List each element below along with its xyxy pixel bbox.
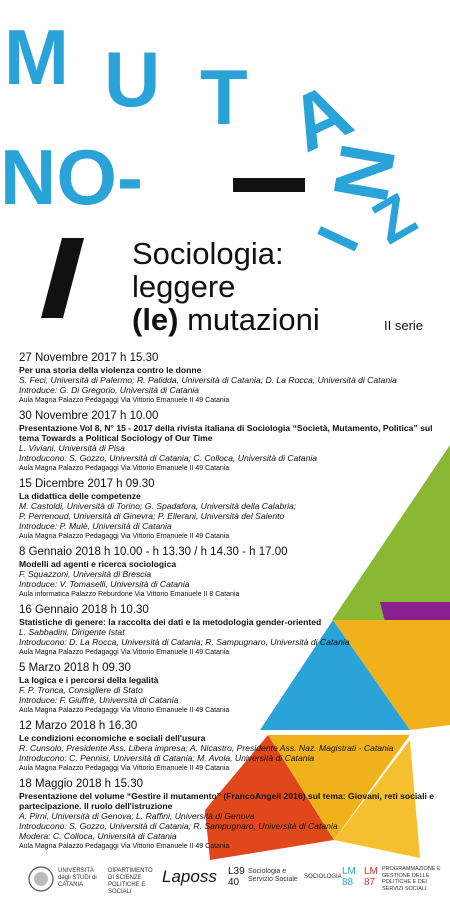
lm87-code: LM 87 <box>364 866 378 888</box>
event-date: 27 Novembre 2017 h 15.30 <box>19 352 159 364</box>
event-date: 15 Dicembre 2017 h 09.30 <box>19 478 155 490</box>
event-speakers: F. Squazzoni, Università di Brescia <box>19 569 152 579</box>
title-line-1: Sociologia: <box>132 236 284 271</box>
big-letter-t: T <box>200 53 248 141</box>
event-venue: Aula Magna Palazzo Pedagaggi Via Vittorio Emanuele II 49 Catania <box>19 707 230 714</box>
event-venue: Aula Magna Palazzo Pedagaggi Via Vittorio Emanuele II 49 Catania <box>19 465 230 472</box>
event-venue: Aula Magna Palazzo Pedagaggi Via Vittorio Emanuele II 49 Catania <box>19 397 230 404</box>
unict-logo-text: UNIVERSITÀ degli STUDI di CATANIA <box>58 868 97 888</box>
event-venue: Aula Magna Palazzo Pedagaggi Via Vittorio Emanuele II 49 Catania <box>19 649 230 656</box>
big-letter-u: U <box>104 35 161 123</box>
event-date: 12 Marzo 2018 h 16.30 <box>19 720 138 732</box>
event-date: 16 Gennaio 2018 h 10.30 <box>19 604 149 616</box>
event-speakers: F. P. Tronca, Consigliere di Stato <box>19 685 143 695</box>
event-moderator: Modera: C. Colloca, Università di Catania <box>19 831 177 841</box>
event-venue: Aula Magna Palazzo Pedagaggi Via Vittorio Emanuele II 49 Catania <box>19 843 230 850</box>
l39-logo-text: Sociologia e Servizio Sociale <box>248 868 298 883</box>
event-speakers: L. Sabbadini, Dirigente Istat <box>19 627 125 637</box>
lm88-label: SOCIOLOGIA <box>304 874 342 880</box>
l39-code: L39 40 <box>228 866 245 888</box>
event-speakers: P. Perrenoud, Università di Ginevra; P. Ellerani, Università del Salento <box>19 511 285 521</box>
event-date: 30 Novembre 2017 h 10.00 <box>19 410 159 422</box>
big-letter-a: A <box>276 65 365 169</box>
big-letter-i: I <box>303 217 372 261</box>
event-date: 8 Gennaio 2018 h 10.00 - h 13.30 / h 14.30 - h 17.00 <box>19 546 288 558</box>
university-seal-icon <box>28 866 54 892</box>
laposs-logo: Laposs <box>162 867 217 886</box>
lm87-logo-text: PROGRAMMAZIONE E GESTIONE DELLE POLITICHE E DEI SERVIZI SOCIALI <box>382 866 441 892</box>
event-title: Presentazione Vol 8, N° 15 - 2017 della rivista italiana di Sociologia “Società, Mutamento, Politica” sul tema Towards a Political Sociology of Our Time <box>19 423 433 443</box>
title-line-3-rest: mutazioni <box>178 302 320 337</box>
big-letter-n-right: N <box>315 137 413 209</box>
event-title: La didattica delle competenze <box>19 491 141 501</box>
event-title: Le condizioni economiche e sociali dell'usura <box>19 733 206 743</box>
title-line-2: leggere <box>132 269 236 304</box>
event-introduction: Introducono: S. Gozzo, Università di Catania; C. Colloca, Università di Catania <box>19 453 318 463</box>
footer-logos <box>0 862 450 900</box>
event-introduction: Introducono: D. La Rocca, Università di Catania; R. Sampugnaro, Università di Catania <box>19 637 350 647</box>
event-introduction: Introducono: S. Gozzo, Università di Catania; R. Sampugnaro, Università di Catania <box>19 821 338 831</box>
event-item <box>19 478 439 541</box>
event-speakers: L. Viviani, Università di Pisa <box>19 443 125 453</box>
event-introduction: Introducono: C. Pennisi, Università di Catania; M. Avola, Università di Catania <box>19 753 315 763</box>
big-word-no: NO- <box>0 133 143 221</box>
event-speakers: A. Pirni, Università di Genova; L. Raffini, Università di Genova <box>19 811 255 821</box>
event-item <box>19 410 439 473</box>
event-date: 18 Maggio 2018 h 15.30 <box>19 778 144 790</box>
event-introduction: Introduce: F. Giuffrè, Università di Catania <box>19 695 179 705</box>
series-label: II serie <box>384 318 424 333</box>
event-title: Modelli ad agenti e ricerca sociologica <box>19 559 177 569</box>
event-item <box>19 720 439 773</box>
event-introduction: Introduce: P. Mulè, Università di Catania <box>19 521 172 531</box>
event-venue: Aula informatica Palazzo Reburdone Via Vittorio Emanuele II 8 Catania <box>19 591 240 598</box>
event-item <box>19 604 439 657</box>
event-speakers: S. Feci, Università di Palermo; R. Palidda, Università di Catania; D. La Rocca, Università di Catania <box>19 375 397 385</box>
event-item <box>19 352 439 405</box>
black-dash <box>233 178 305 192</box>
lm88-code: LM 88 <box>342 866 356 888</box>
event-introduction: Introduce: G. Di Gregorio, Università di Catania <box>19 385 200 395</box>
big-letter-z: Z <box>361 180 427 257</box>
event-introduction: Introduce: V. Tomaselli, Università di Catania <box>19 579 190 589</box>
event-venue: Aula Magna Palazzo Pedagaggi Via Vittorio Emanuele II 49 Catania <box>19 533 230 540</box>
event-title: Per una storia della violenza contro le donne <box>19 365 202 375</box>
events-list <box>19 352 439 856</box>
event-title: La logica e i percorsi della legalità <box>19 675 159 685</box>
black-slash <box>41 238 84 318</box>
event-title: Presentazione del volume “Gestire il mutamento” (FrancoAngeli 2016) sul tema: Giovani, reti sociali e partecipazione. Il ruolo dell'istruzione <box>19 791 435 811</box>
department-logo-text: DIPARTIMENTO DI SCIENZE POLITICHE E SOCIALI <box>108 868 153 895</box>
event-item <box>19 546 439 599</box>
title-line-3 <box>132 303 320 336</box>
big-letter-m: M <box>4 13 69 101</box>
event-date: 5 Marzo 2018 h 09.30 <box>19 662 131 674</box>
event-item <box>19 662 439 715</box>
event-venue: Aula Magna Palazzo Pedagaggi Via Vittorio Emanuele II 49 Catania <box>19 765 230 772</box>
poster-title <box>132 237 320 336</box>
title-line-3-bold: (le) <box>132 302 179 337</box>
event-title: Statistiche di genere: la raccolta dei dati e la metodologia gender-oriented <box>19 617 322 627</box>
event-speakers: M. Castoldi, Università di Torino; G. Spadafora, Università della Calabria; <box>19 501 297 511</box>
event-speakers: R. Cunsolo, Presidente Ass. Libera impresa; A. Nicastro, Presidente Ass. Naz. Magistrati - Catania <box>19 743 394 753</box>
event-item <box>19 778 439 851</box>
